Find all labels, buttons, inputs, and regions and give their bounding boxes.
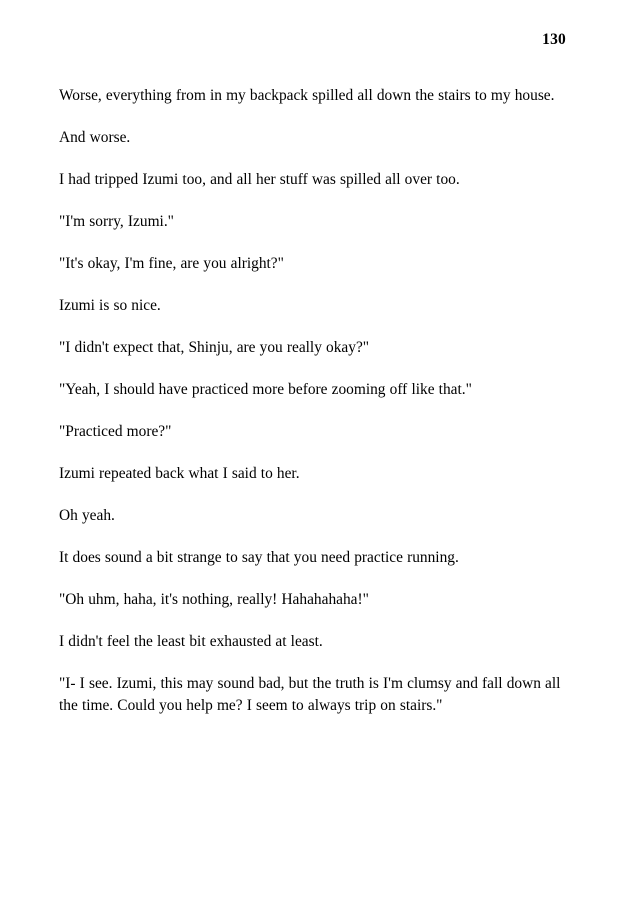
paragraph: "I- I see. Izumi, this may sound bad, but the truth is I'm clumsy and fall down all the time. Could you help me? I seem to always trip on stairs." <box>59 675 561 714</box>
paragraph: Oh yeah. <box>59 507 115 524</box>
paragraph: "Practiced more?" <box>59 423 172 440</box>
paragraph: "I didn't expect that, Shinju, are you really okay?" <box>59 339 370 356</box>
paragraph: Izumi repeated back what I said to her. <box>59 465 300 482</box>
paragraph: It does sound a bit strange to say that you need practice running. <box>59 549 459 566</box>
paragraph: "It's okay, I'm fine, are you alright?" <box>59 255 284 272</box>
paragraph: "I'm sorry, Izumi." <box>59 213 174 230</box>
paragraph: "Oh uhm, haha, it's nothing, really! Hahahahaha!" <box>59 591 369 608</box>
body-text <box>59 85 569 716</box>
paragraph: "Yeah, I should have practiced more before zooming off like that." <box>59 381 472 398</box>
paragraph: I had tripped Izumi too, and all her stuff was spilled all over too. <box>59 171 460 188</box>
paragraph: And worse. <box>59 129 131 146</box>
paragraph: Izumi is so nice. <box>59 297 161 314</box>
page-number: 130 <box>542 31 566 48</box>
paragraph: Worse, everything from in my backpack spilled all down the stairs to my house. <box>59 87 555 104</box>
paragraph: I didn't feel the least bit exhausted at least. <box>59 633 323 650</box>
